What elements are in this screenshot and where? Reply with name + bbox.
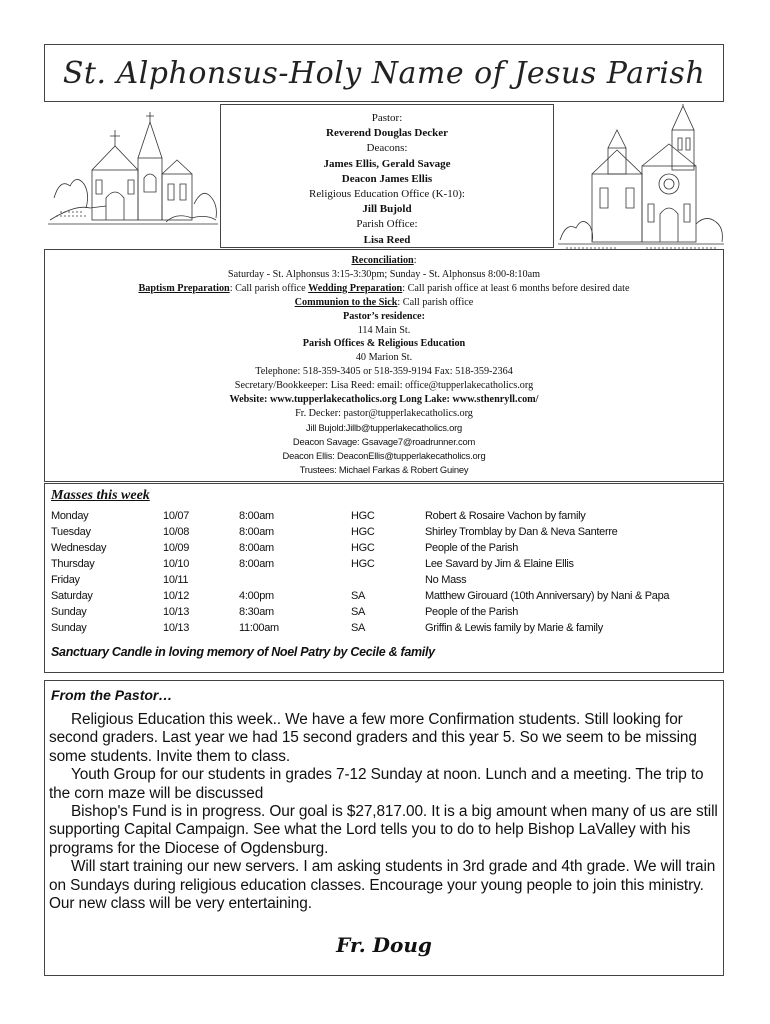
mass-location: HGC [351,510,375,522]
trustees-line: Trustees: Michael Farkas & Robert Guiney [299,463,469,475]
reconciliation-times: Saturday - St. Alphonsus 3:15-3:30pm; Sunday - St. Alphonsus 8:00-8:10am [227,268,541,280]
mass-intention: Lee Savard by Jim & Elaine Ellis [425,558,574,570]
masses-box [44,483,724,673]
parish-title: St. Alphonsus-Holy Name of Jesus Parish [62,56,706,91]
mass-day: Tuesday [51,526,91,538]
mass-row [51,606,721,622]
reconciliation-colon: : [413,255,417,266]
pastor-letter-body [49,711,721,913]
ellis-email-line: Deacon Ellis: DeaconEllis@tupperlakecatholics.org [282,449,486,461]
mass-location: SA [351,622,366,634]
mass-date: 10/12 [163,590,190,602]
mass-date: 10/09 [163,542,190,554]
pastor-letter-heading: From the Pastor… [51,687,173,703]
parish-title-box [44,44,724,102]
mass-row [51,510,721,526]
telephone-line: Telephone: 518-359-3405 or 518-359-9194 Fax: 518-359-2364 [255,366,513,378]
mass-day: Sunday [51,622,87,634]
parish-office-label: Parish Office: [356,218,418,231]
mass-date: 10/07 [163,510,190,522]
reconciliation-label: Reconciliation [351,255,414,266]
secretary-line: Secretary/Bookkeeper: Lisa Reed: email: office@tupperlakecatholics.org [234,380,534,392]
parish-info-box [44,249,724,482]
mass-location: SA [351,590,366,602]
pastor-label: Pastor: [371,112,403,124]
mass-intention: Shirley Tromblay by Dan & Neva Santerre [425,526,618,538]
parish-office-name: Lisa Reed [363,233,411,246]
residence-address: 114 Main St. [357,324,411,336]
church-left-illustration [46,108,220,228]
deacons-names: James Ellis, Gerald Savage [323,157,451,170]
mass-date: 10/13 [163,606,190,618]
masses-title: Masses this week [51,488,150,503]
mass-intention: Griffin & Lewis family by Marie & family [425,622,603,634]
mass-location: HGC [351,542,375,554]
residence-label: Pastor’s residence: [343,310,425,322]
mass-intention: Robert & Rosaire Vachon by family [425,510,586,522]
staff-box [220,104,554,248]
website-line: Website: www.tupperlakecatholics.org Long Lake: www.sthenryll.com/ [229,394,539,406]
offices-address: 40 Marion St. [355,352,413,364]
mass-date: 10/10 [163,558,190,570]
mass-day: Sunday [51,606,87,618]
mass-location: HGC [351,558,375,570]
reconciliation-heading-line [45,254,723,268]
mass-time: 8:00am [239,542,274,554]
mass-day: Saturday [51,590,93,602]
deacons-label: Deacons: [366,142,408,155]
mass-time: 8:00am [239,526,274,538]
mass-day: Thursday [51,558,95,570]
letter-paragraph: Religious Education this week.. We have a few more Confirmation students. Still looking for second graders. Last year we had 15 second graders and this year 5. So we seem to be missing some students. Invite them to class. [49,711,697,765]
mass-location: SA [351,606,366,618]
mass-intention: People of the Parish [425,606,519,618]
mass-row [51,574,721,590]
mass-intention: Matthew Girouard (10th Anniversary) by Nani & Papa [425,590,670,602]
mass-time: 8:00am [239,558,274,570]
letter-paragraph: Bishop's Fund is in progress. Our goal is $27,817.00. It is a big amount when many of us are still supporting Capital Campaign. See what the Lord tells you to do to help Bishop LaValley with his programs for the Diocese of Ogdensburg. [49,803,718,857]
mass-time: 8:30am [239,606,274,618]
sanctuary-candle-note: Sanctuary Candle in loving memory of Noel Patry by Cecile & family [51,645,435,659]
mass-row [51,542,721,558]
mass-time: 8:00am [239,510,274,522]
letter-paragraph: Will start training our new servers. I am asking students in 3rd grade and 4th grade. We will train on Sundays during religious education classes. Encourage your young people to join this ministry. Our new class will be very entertaining. [49,858,716,913]
decker-email-line: Fr. Decker: pastor@tupperlakecatholics.org [295,407,473,419]
mass-day: Monday [51,510,89,522]
mass-time: 4:00pm [239,590,274,602]
mass-intention: No Mass [425,574,467,586]
bujold-email-line: Jill Bujold:Jillb@tupperlakecatholics.org [305,421,463,433]
pastor-name: Reverend Douglas Decker [326,127,448,140]
mass-time: 11:00am [239,622,279,634]
mass-intention: People of the Parish [425,542,519,554]
wedding-text: : Call parish office at least 6 months before desired date [402,282,630,294]
mass-row [51,590,721,606]
pastor-signature: Fr. Doug [336,933,432,957]
mass-row [51,558,721,574]
mass-day: Friday [51,574,80,586]
mass-date: 10/08 [163,526,190,538]
baptism-text: : Call parish office [229,282,309,294]
wedding-label: Wedding Preparation [308,282,403,294]
church-right-illustration [556,104,726,254]
communion-label: Communion to the Sick [294,296,398,308]
mass-date: 10/11 [163,574,189,586]
baptism-wedding-line [45,282,723,296]
deacon-james: Deacon James Ellis [341,172,433,185]
mass-day: Wednesday [51,542,107,554]
communion-line [45,296,723,310]
pastor-letter-box [44,680,724,976]
savage-email-line: Deacon Savage: Gsavage7@roadrunner.com [292,435,476,447]
mass-location: HGC [351,526,375,538]
mass-row [51,622,721,638]
communion-text: : Call parish office [397,296,474,308]
mass-row [51,526,721,542]
mass-date: 10/13 [163,622,190,634]
baptism-label: Baptism Preparation [138,282,230,294]
letter-paragraph: Youth Group for our students in grades 7-12 Sunday at noon. Lunch and a meeting. The trip to the corn maze will be discussed [49,766,704,802]
religious-ed-name: Jill Bujold [362,203,412,216]
offices-label: Parish Offices & Religious Education [302,338,466,350]
religious-ed-label: Religious Education Office (K-10): [309,188,465,201]
